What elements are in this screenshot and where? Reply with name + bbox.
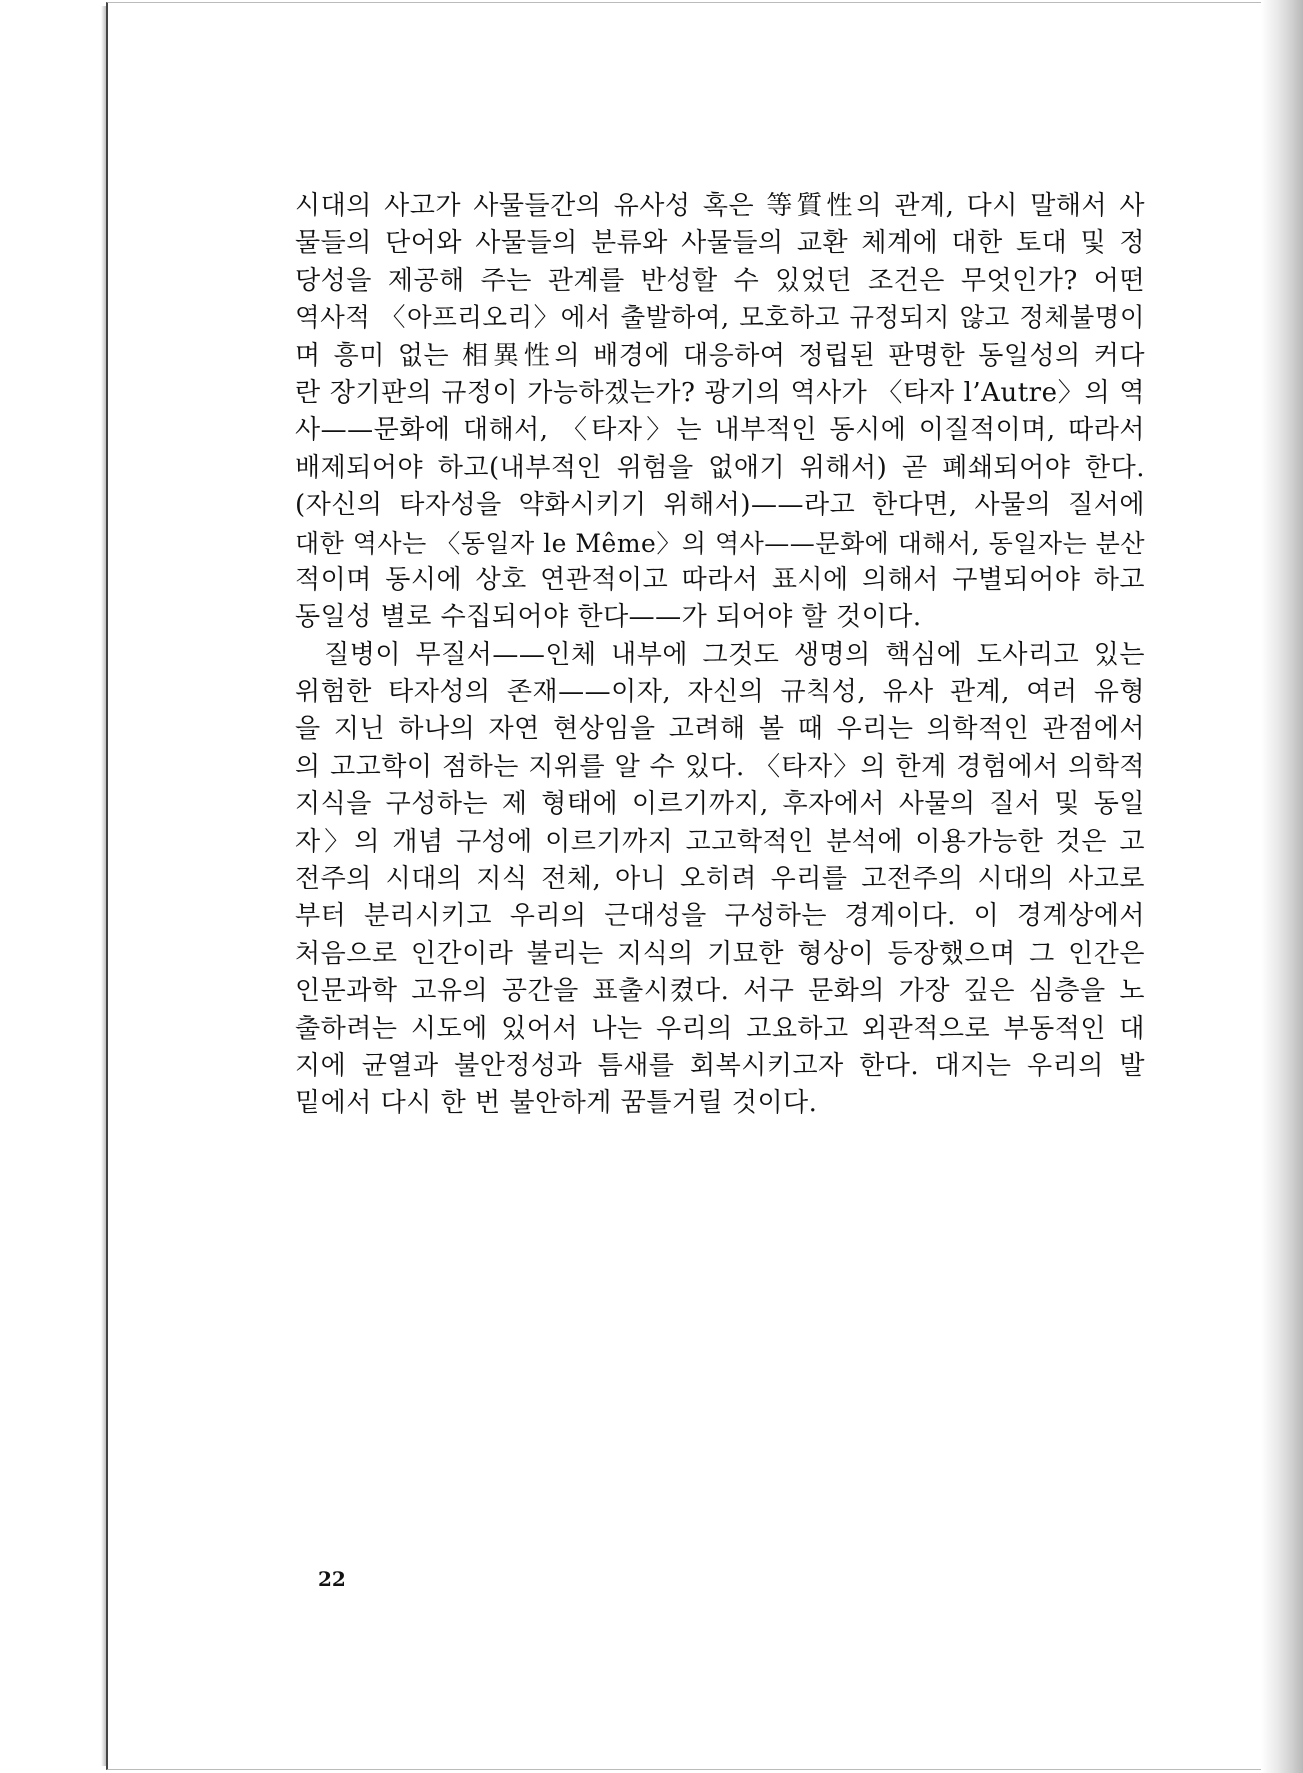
text-line: 사——문화에 대해서, 〈타자〉는 내부적인 동시에 이질적이며, 따라서 bbox=[295, 415, 1145, 446]
page-curl-edge bbox=[1261, 0, 1303, 1773]
text-line: 전주의 시대의 지식 전체, 아니 오히려 우리를 고전주의 시대의 사고로 bbox=[295, 864, 1145, 895]
text-line: 출하려는 시도에 있어서 나는 우리의 고요하고 외관적으로 부동적인 대 bbox=[295, 1013, 1145, 1044]
text-line: 위험한 타자성의 존재——이자, 자신의 규칙성, 유사 관계, 여러 유형 bbox=[295, 677, 1145, 708]
text-line: 적이며 동시에 상호 연관적이고 따라서 표시에 의해서 구별되어야 하고 bbox=[295, 564, 1145, 595]
page-number: 22 bbox=[318, 1567, 346, 1591]
text-line: 인문과학 고유의 공간을 표출시켰다. 서구 문화의 가장 깊은 심층을 노 bbox=[295, 976, 1145, 1007]
text-line: 지식을 구성하는 제 형태에 이르기까지, 후자에서 사물의 질서 및 동일 bbox=[295, 789, 1145, 820]
text-line: 물들의 단어와 사물들의 분류와 사물들의 교환 체계에 대한 토대 및 정 bbox=[295, 228, 1145, 259]
text-line: 며 흥미 없는 相異性의 배경에 대응하여 정립된 판명한 동일성의 커다 bbox=[295, 340, 1145, 371]
text-line: 의 고고학이 점하는 지위를 알 수 있다. 〈타자〉의 한계 경험에서 의학적 bbox=[295, 751, 1145, 782]
text-line: 을 지닌 하나의 자연 현상임을 고려해 볼 때 우리는 의학적인 관점에서 bbox=[295, 714, 1145, 745]
text-line: 질병이 무질서——인체 내부에 그것도 생명의 핵심에 도사리고 있는 bbox=[295, 639, 1145, 670]
text-line: 시대의 사고가 사물들간의 유사성 혹은 等質性의 관계, 다시 말해서 사 bbox=[295, 191, 1145, 221]
text-line: 배제되어야 하고(내부적인 위험을 없애기 위해서) 곧 폐쇄되어야 한다. bbox=[295, 452, 1145, 483]
text-line: 대한 역사는 〈동일자 le Même〉의 역사——문화에 대해서, 동일자는 분산 bbox=[295, 528, 1145, 558]
text-line: 밑에서 다시 한 번 불안하게 꿈틀거릴 것이다. bbox=[295, 1088, 818, 1119]
text-line: 역사적 〈아프리오리〉에서 출발하여, 모호하고 규정되지 않고 정체불명이 bbox=[295, 303, 1145, 334]
text-line: (자신의 타자성을 약화시키기 위해서)——라고 한다면, 사물의 질서에 bbox=[295, 490, 1145, 521]
text-line: 당성을 제공해 주는 관계를 반성할 수 있었던 조건은 무엇인가? 어떤 bbox=[295, 265, 1145, 296]
text-line: 자〉의 개념 구성에 이르기까지 고고학적인 분석에 이용가능한 것은 고 bbox=[295, 826, 1145, 857]
text-line: 지에 균열과 불안정성과 틈새를 회복시키고자 한다. 대지는 우리의 발 bbox=[295, 1050, 1145, 1081]
text-line: 부터 분리시키고 우리의 근대성을 구성하는 경계이다. 이 경계상에서 bbox=[295, 901, 1145, 932]
text-line: 란 장기판의 규정이 가능하겠는가? 광기의 역사가 〈타자 l’Autre〉의 역 bbox=[295, 377, 1145, 408]
text-line: 동일성 별로 수집되어야 한다——가 되어야 할 것이다. bbox=[295, 602, 922, 633]
body-text bbox=[295, 188, 1145, 1123]
text-line: 처음으로 인간이라 불리는 지식의 기묘한 형상이 등장했으며 그 인간은 bbox=[295, 938, 1145, 969]
